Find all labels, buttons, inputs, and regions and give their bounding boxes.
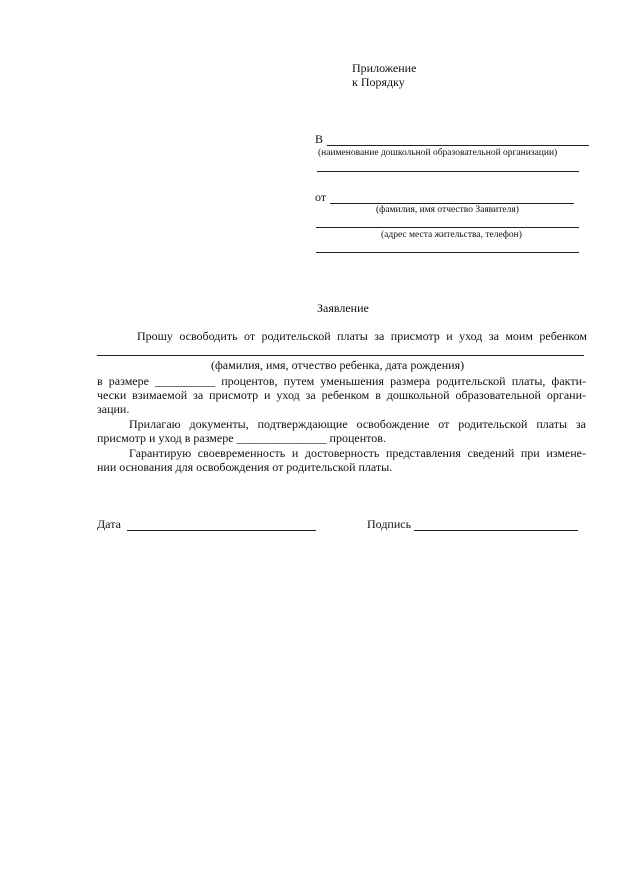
- date-label: Дата: [97, 517, 121, 531]
- signature-line: [414, 530, 578, 531]
- organization-name-line: [327, 145, 589, 146]
- appendix-title: Приложение: [352, 61, 417, 75]
- paragraph-1-line-1: Прошу освободить от родительской платы за присмотр и уход за моим ребенком: [137, 329, 587, 343]
- applicant-phone-line: [316, 252, 579, 253]
- paragraph-3-line-1: Гарантирую своевременность и достоверность представления сведений при измене-: [129, 446, 586, 460]
- paragraph-1-line-3: чески взимаемой за присмотр и уход за ребенком в дошкольной образовательной органи-: [97, 388, 586, 402]
- child-info-caption: (фамилия, имя, отчество ребенка, дата рождения): [211, 358, 465, 372]
- organization-caption: (наименование дошкольной образовательной организации): [318, 148, 558, 158]
- address-caption: (адрес места жительства, телефон): [381, 230, 522, 240]
- organization-name-line-2: [317, 171, 579, 172]
- applicant-caption: (фамилия, имя отчество Заявителя): [376, 205, 519, 215]
- paragraph-2-line-2: присмотр и уход в размере _______________ процентов.: [97, 431, 386, 445]
- from-prefix: от: [315, 190, 327, 204]
- paragraph-2-line-1: Прилагаю документы, подтверждающие освобождение от родительской платы за: [129, 417, 586, 431]
- to-prefix: В: [315, 132, 324, 146]
- applicant-address-line: [316, 227, 579, 228]
- paragraph-3-line-2: нии основания для освобождения от родительской платы.: [97, 460, 393, 474]
- applicant-name-line: [330, 203, 574, 204]
- signature-label: Подпись: [367, 517, 412, 531]
- appendix-subtitle: к Порядку: [352, 75, 405, 89]
- child-info-line: [97, 355, 584, 356]
- paragraph-1-line-4: зации.: [97, 402, 130, 416]
- document-title: Заявление: [317, 301, 369, 315]
- date-line: [127, 530, 316, 531]
- paragraph-1-line-2: в размере __________ процентов, путем уменьшения размера родительской платы, факти-: [97, 374, 586, 388]
